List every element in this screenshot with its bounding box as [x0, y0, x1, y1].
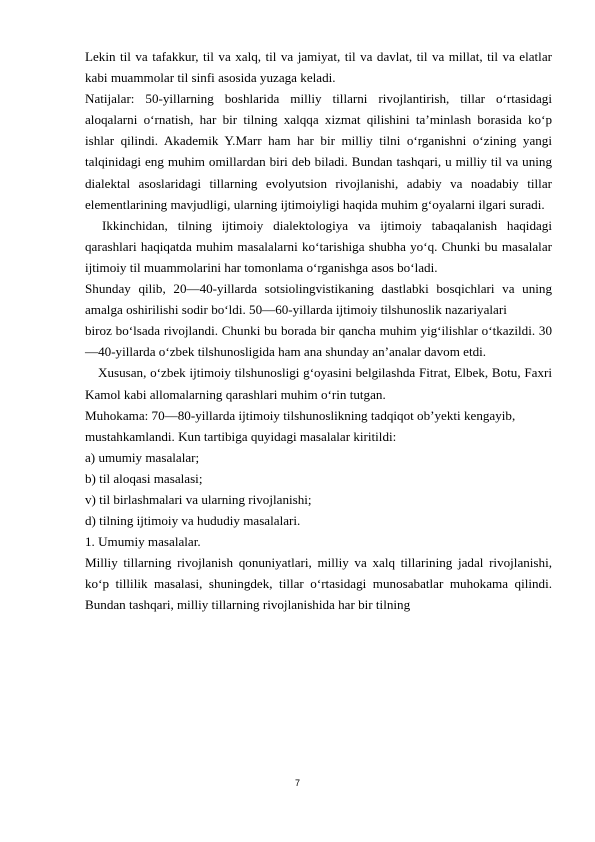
paragraph-national-languages: Milliy tillarning rivojlanish qonuniyatlari, milliy va xalq tillarining jadal rivojlanishi, ko‘p tillilik masalasi, shuningdek, tillar o‘rtasidagi munosabatlar muhokama qilindi. Bundan tashqari, milliy tillarning rivojlanishida har bir tilning	[85, 555, 552, 613]
list-item-a: a) umumiy masalalar;	[85, 449, 200, 465]
paragraph-developed: biroz bo‘lsada rivojlandi. Chunki bu borada bir qancha muhim yig‘ilishlar o‘tkazildi. 30—40-yillarda o‘zbek tilshunosligida ham ana shunday an’analar davom etdi.	[85, 323, 552, 360]
list-item-d: d) tilning ijtimoiy va hududiy masalalari.	[85, 513, 301, 529]
paragraph-thus: Shunday qilib, 20—40-yillarda sotsiolingvistikaning dastlabki bosqichlari va uning amalga oshirilishi sodir bo‘ldi. 50—60-yillarda ijtimoiy tilshunoslik nazariyalari	[85, 281, 552, 318]
paragraph-results: Natijalar: 50-yillarning boshlarida milliy tillarni rivojlantirish, tillar o‘rtasidagi aloqalarni o‘rnatish, har bir tilning xalqqa xizmat qilishini ta’minlash borasida ko‘p ishlar qilindi. Akademik Y.Marr ham har bir milliy tilni o‘rganishni o‘zining yangi talqinidagi eng muhim omillardan biri deb biladi. Bundan tashqari, u milliy til va uning dialektal asoslaridagi tillarning evolyutsion rivojlanishi, adabiy va noadabiy tillar elementlarining mavjudligi, ularning ijtimoiyligi haqida muhim g‘oyalarni ilgari suradi.	[85, 91, 552, 212]
paragraph-in-particular: Xususan, o‘zbek ijtimoiy tilshunosligi g‘oyasini belgilashda Fitrat, Elbek, Botu, Faxri Kamol kabi allomalarning qarashlari muhim o‘rin tutgan.	[85, 365, 552, 402]
paragraph-secondly: Ikkinchidan, tilning ijtimoiy dialektologiya va ijtimoiy tabaqalanish haqidagi qarashlari haqiqatda muhim masalalarni ko‘tarishiga shubha yo‘q. Chunki bu masalalar ijtimoiy til muammolarini har tomonlama o‘rganishga asos bo‘ladi.	[85, 217, 552, 275]
paragraph-agenda: mustahkamlandi. Kun tartibiga quyidagi masalalar kiritildi:	[85, 428, 397, 444]
body-text	[85, 46, 552, 616]
list-item-b: b) til aloqasi masalasi;	[85, 470, 203, 486]
section-heading-general: 1. Umumiy masalalar.	[85, 534, 201, 550]
list-item-v: v) til birlashmalari va ularning rivojlanishi;	[85, 491, 312, 507]
paragraph-intro: Lekin til va tafakkur, til va xalq, til va jamiyat, til va davlat, til va millat, til va elatlar kabi muammolar til sinfi asosida yuzaga keladi.	[85, 49, 552, 86]
page-number: 7	[294, 778, 300, 788]
paragraph-discussion: Muhokama: 70—80-yillarda ijtimoiy tilshunoslikning tadqiqot ob’yekti kengayib,	[85, 407, 516, 423]
